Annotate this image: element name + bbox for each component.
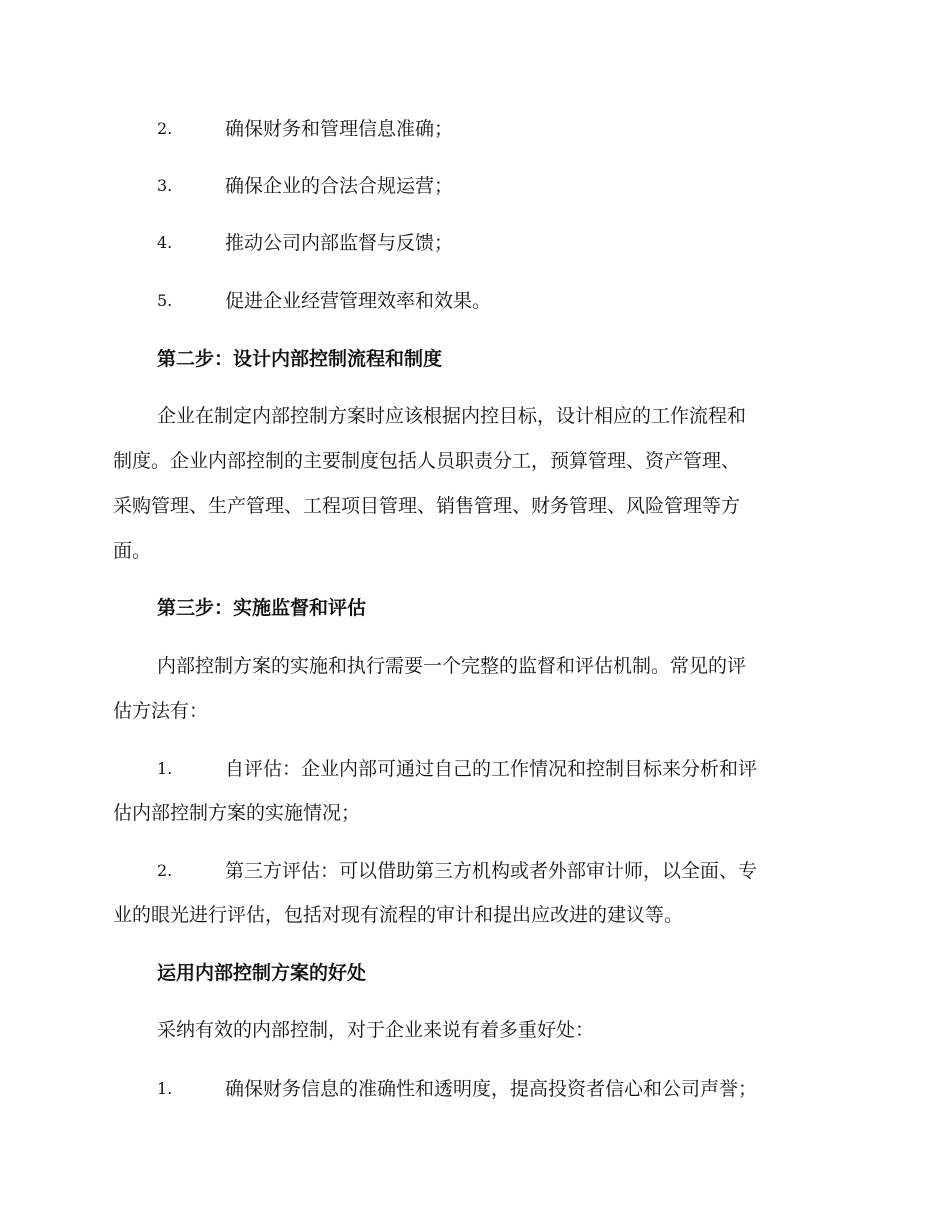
list-item-text: 确保企业的合法合规运营； [225,175,454,197]
paragraph-line: 制度。企业内部控制的主要制度包括人员职责分工，预算管理、资产管理、 [113,450,741,472]
list-item-number: 2. [157,861,173,880]
paragraph-line: 采购管理、生产管理、工程项目管理、销售管理、财务管理、风险管理等方 [113,495,741,517]
section-heading-step2: 第二步：设计内部控制流程和制度 [157,348,443,370]
list-item-number: 1. [157,1079,173,1098]
list-item-text: 确保财务和管理信息准确； [225,118,454,140]
list-item-continuation: 业的眼光进行评估，包括对现有流程的审计和提出应改进的建议等。 [113,904,684,926]
list-item-text: 自评估：企业内部可通过自己的工作情况和控制目标来分析和评 [225,758,758,780]
list-item-number: 2. [157,119,173,138]
list-item-number: 1. [157,759,173,778]
paragraph-line: 估方法有： [113,700,209,722]
list-item-continuation: 估内部控制方案的实施情况； [113,802,361,824]
paragraph-line: 采纳有效的内部控制，对于企业来说有着多重好处： [157,1019,595,1041]
list-item-text: 第三方评估：可以借助第三方机构或者外部审计师，以全面、专 [225,860,758,882]
section-heading-step3: 第三步：实施监督和评估 [157,597,367,619]
list-item-text: 推动公司内部监督与反馈； [225,232,454,254]
list-item-number: 3. [157,176,173,195]
paragraph-line: 面。 [113,540,152,562]
list-item-number: 4. [157,233,173,252]
paragraph-line: 企业在制定内部控制方案时应该根据内控目标，设计相应的工作流程和 [157,405,747,427]
list-item-number: 5. [157,291,173,310]
list-item-text: 促进企业经营管理效率和效果。 [225,290,492,312]
paragraph-line: 内部控制方案的实施和执行需要一个完整的监督和评估机制。常见的评 [157,655,747,677]
section-heading-benefits: 运用内部控制方案的好处 [157,962,367,984]
list-item-text: 确保财务信息的准确性和透明度，提高投资者信心和公司声誉； [225,1078,758,1100]
